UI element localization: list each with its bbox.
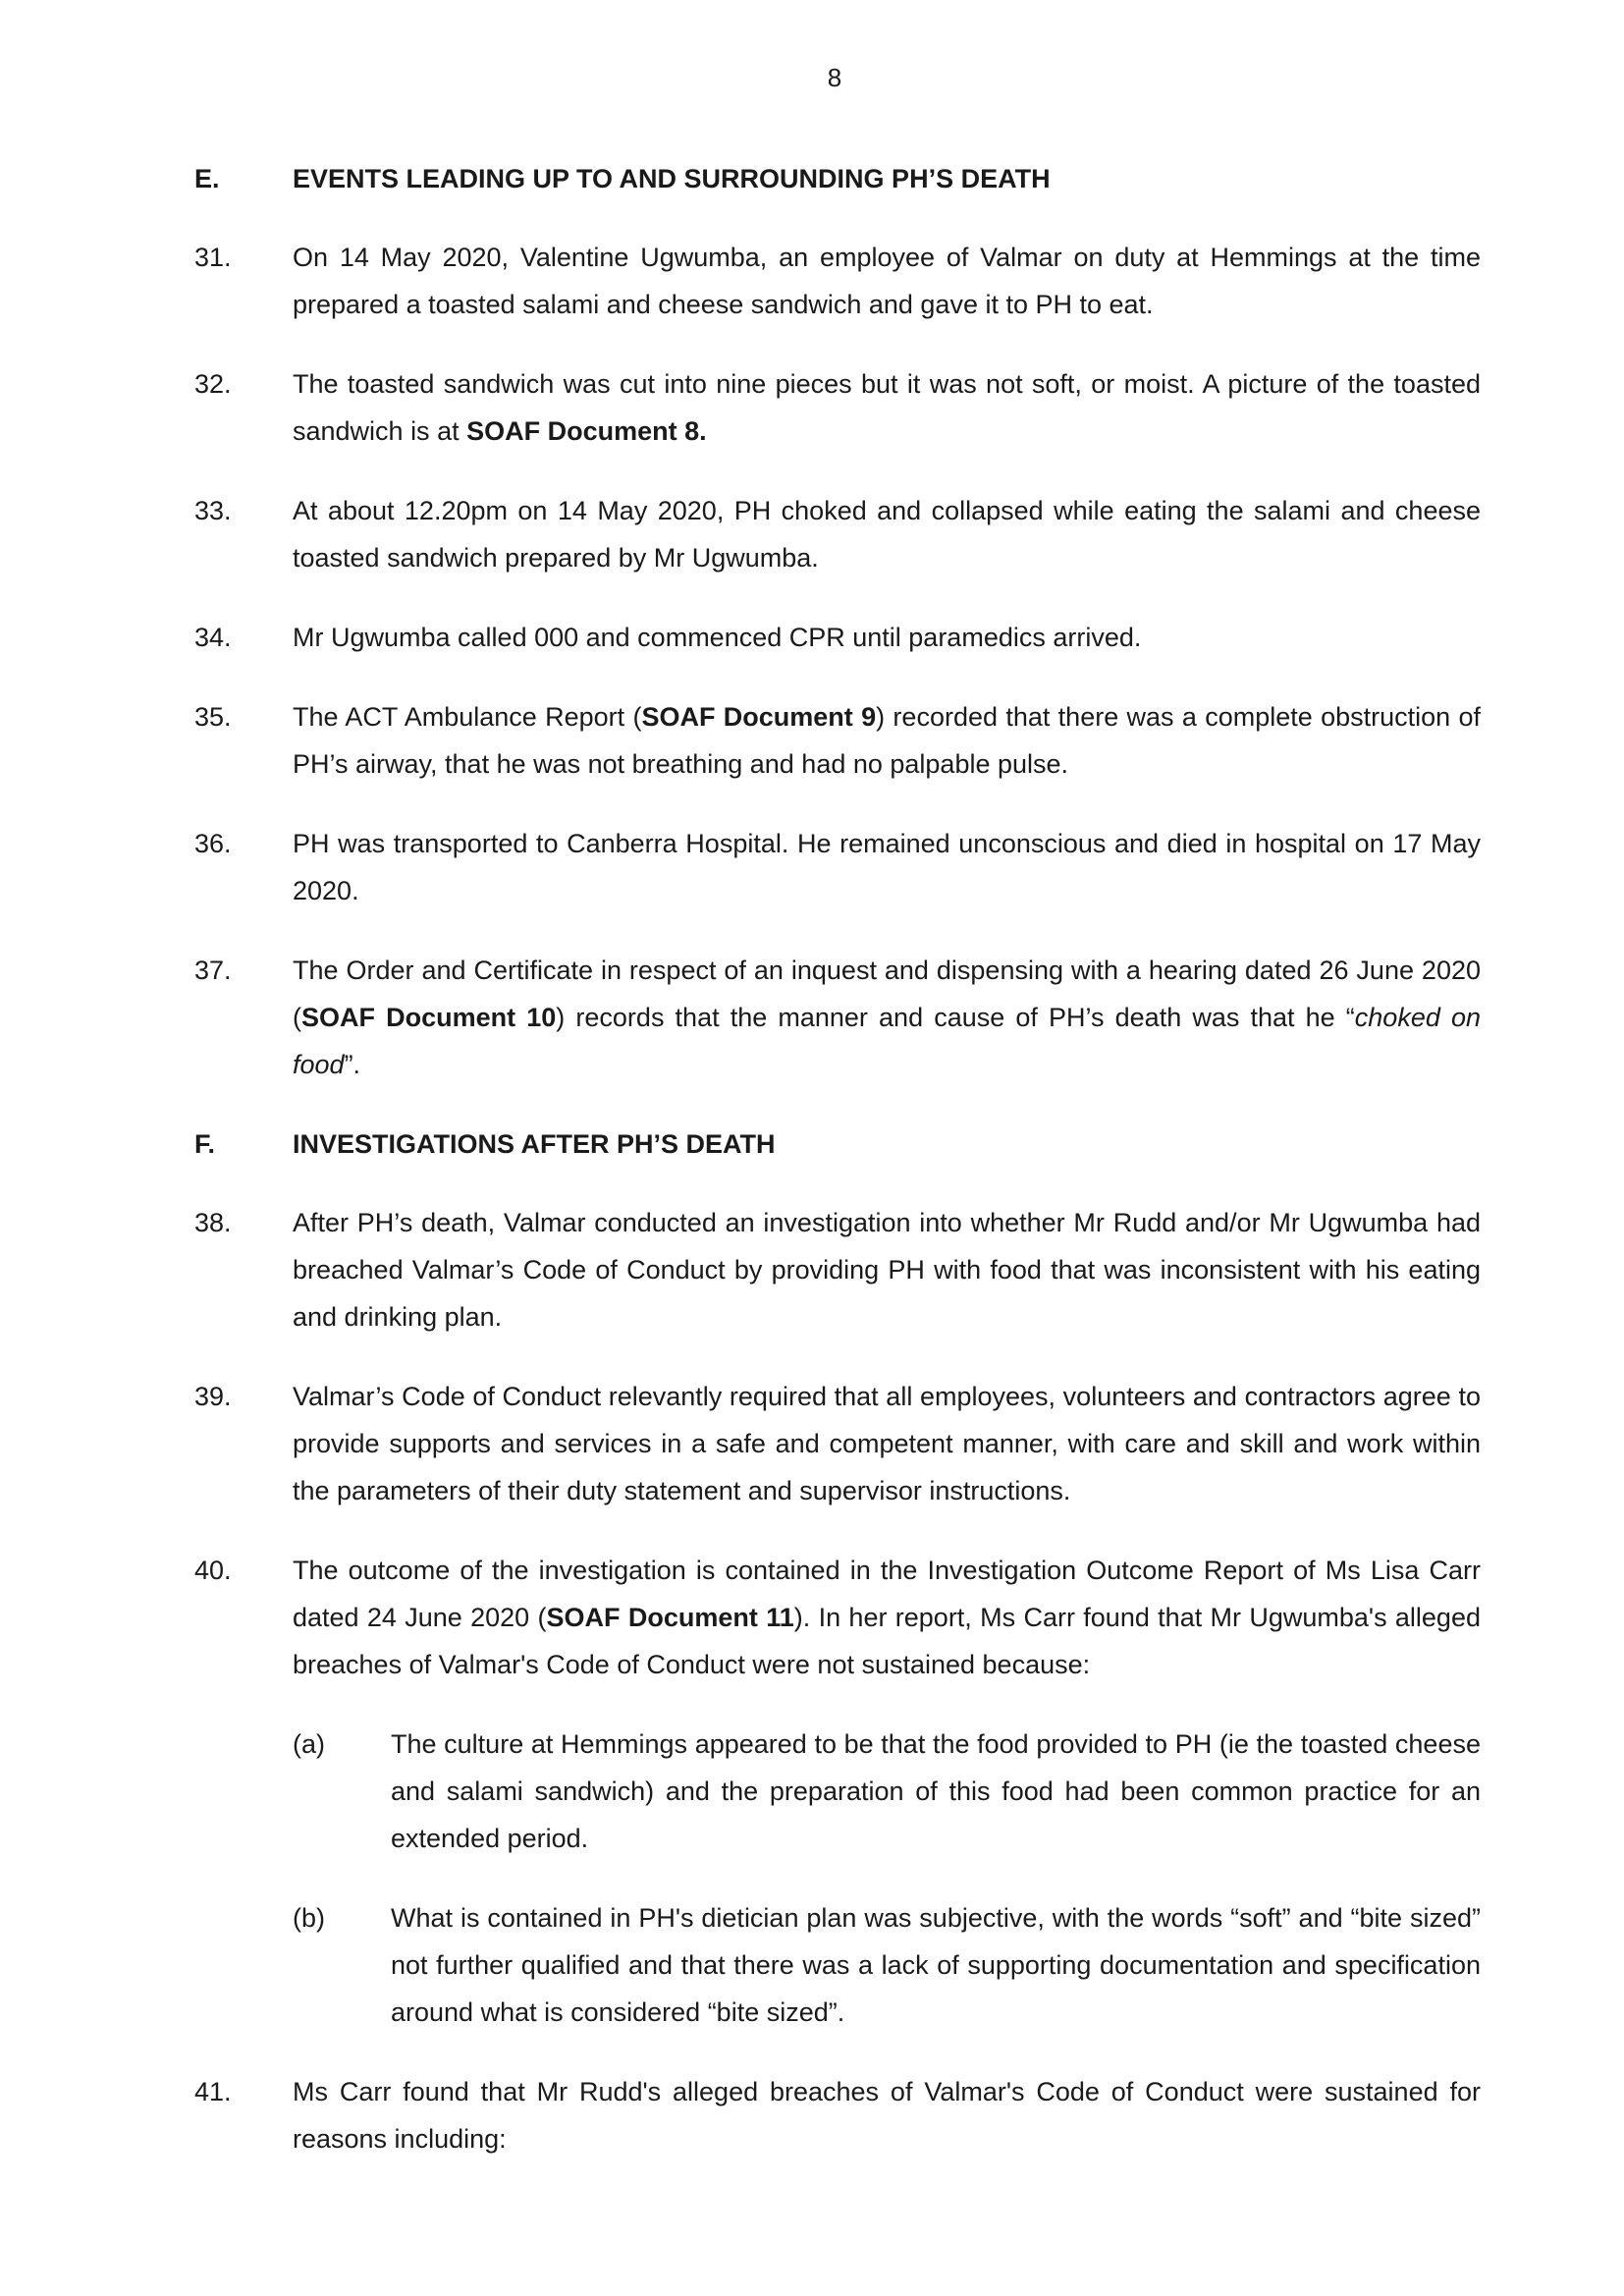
paragraph-text: On 14 May 2020, Valentine Ugwumba, an employee of Valmar on duty at Hemmings at the time prepared a toasted salami and cheese sandwich and gave it to PH to eat. — [293, 243, 1481, 319]
document-reference: SOAF Document 8. — [466, 416, 707, 446]
paragraph-number: 32. — [194, 369, 232, 399]
subparagraph-label: (b) — [293, 1903, 325, 1933]
text-run: ”. — [344, 1050, 361, 1079]
paragraph-number: 41. — [194, 2077, 232, 2106]
subparagraph-40a — [293, 1721, 1481, 1862]
subparagraph-40b — [293, 1894, 1481, 2036]
paragraph-32 — [194, 360, 1481, 455]
text-run: ). In her report, Ms Carr found that Mr Ugwumba's alleged breaches of Valmar's Code of Conduct were not sustained because: — [293, 1603, 1481, 1679]
text-run: ) recorded that there was a complete obstruction of PH’s airway, that he was not breathing and had no palpable pulse. — [293, 702, 1481, 779]
paragraph-38 — [194, 1199, 1481, 1340]
paragraph-number: 35. — [194, 702, 232, 732]
paragraph-text: Mr Ugwumba called 000 and commenced CPR until paramedics arrived. — [293, 623, 1142, 652]
subparagraph-label: (a) — [293, 1729, 325, 1759]
paragraph-text: Ms Carr found that Mr Rudd's alleged breaches of Valmar's Code of Conduct were sustained for reasons including: — [293, 2077, 1481, 2154]
paragraph-33 — [194, 487, 1481, 581]
paragraph-text: Valmar’s Code of Conduct relevantly required that all employees, volunteers and contractors agree to provide supports and services in a safe and competent manner, with care and skill and work within the parameters of their duty statement and supervisor instructions. — [293, 1382, 1481, 1505]
paragraph-text — [293, 947, 1481, 1088]
paragraph-31 — [194, 234, 1481, 328]
section-title: INVESTIGATIONS AFTER PH’S DEATH — [293, 1129, 776, 1159]
paragraph-text — [293, 1547, 1481, 1688]
section-heading-e — [194, 155, 1481, 202]
paragraph-text: PH was transported to Canberra Hospital. He remained unconscious and died in hospital on 17 May 2020. — [293, 829, 1481, 905]
paragraph-number: 36. — [194, 829, 232, 858]
paragraph-text: At about 12.20pm on 14 May 2020, PH choked and collapsed while eating the salami and cheese toasted sandwich prepared by Mr Ugwumba. — [293, 496, 1481, 573]
page-number: 8 — [827, 63, 842, 92]
section-title: EVENTS LEADING UP TO AND SURROUNDING PH’S DEATH — [293, 164, 1051, 193]
paragraph-text — [293, 693, 1481, 788]
text-run: The ACT Ambulance Report ( — [293, 702, 642, 732]
paragraph-40 — [194, 1547, 1481, 1688]
paragraph-number: 31. — [194, 243, 232, 272]
subparagraph-text: What is contained in PH's dietician plan was subjective, with the words “soft” and “bite sized” not further qualified and that there was a lack of supporting documentation and specification around what is considered “bite sized”. — [391, 1903, 1481, 2027]
section-letter: F. — [194, 1129, 216, 1159]
paragraph-number: 34. — [194, 623, 232, 652]
section-heading-f — [194, 1121, 1481, 1168]
paragraph-36 — [194, 820, 1481, 914]
document-body — [194, 155, 1481, 2195]
document-reference: SOAF Document 9 — [641, 702, 877, 732]
quoted-phrase: choked on food — [293, 1003, 1481, 1079]
document-reference: SOAF Document 11 — [546, 1603, 794, 1632]
text-run: The Order and Certificate in respect of an inquest and dispensing with a hearing dated 26 June 2020 ( — [293, 956, 1481, 1032]
paragraph-35 — [194, 693, 1481, 788]
paragraph-39 — [194, 1373, 1481, 1514]
paragraph-41 — [194, 2068, 1481, 2162]
paragraph-number: 38. — [194, 1208, 232, 1237]
subparagraph-text: The culture at Hemmings appeared to be that the food provided to PH (ie the toasted cheese and salami sandwich) and the preparation of this food had been common practice for an extended period. — [391, 1729, 1481, 1853]
text-run: The outcome of the investigation is contained in the Investigation Outcome Report of Ms Lisa Carr dated 24 June 2020 ( — [293, 1556, 1481, 1632]
text-run: ) records that the manner and cause of PH’s death was that he “ — [556, 1003, 1355, 1032]
paragraph-number: 40. — [194, 1556, 232, 1585]
document-reference: SOAF Document 10 — [301, 1003, 557, 1032]
paragraph-number: 33. — [194, 496, 232, 525]
paragraph-37 — [194, 947, 1481, 1088]
paragraph-text — [293, 360, 1481, 455]
paragraph-text: After PH’s death, Valmar conducted an investigation into whether Mr Rudd and/or Mr Ugwumba had breached Valmar’s Code of Conduct by providing PH with food that was inconsistent with his eating and drinking plan. — [293, 1208, 1481, 1332]
paragraph-34 — [194, 614, 1481, 661]
text-run: The toasted sandwich was cut into nine pieces but it was not soft, or moist. A picture of the toasted sandwich is at — [293, 369, 1481, 446]
paragraph-number: 37. — [194, 956, 232, 985]
section-letter: E. — [194, 164, 220, 193]
paragraph-number: 39. — [194, 1382, 232, 1411]
